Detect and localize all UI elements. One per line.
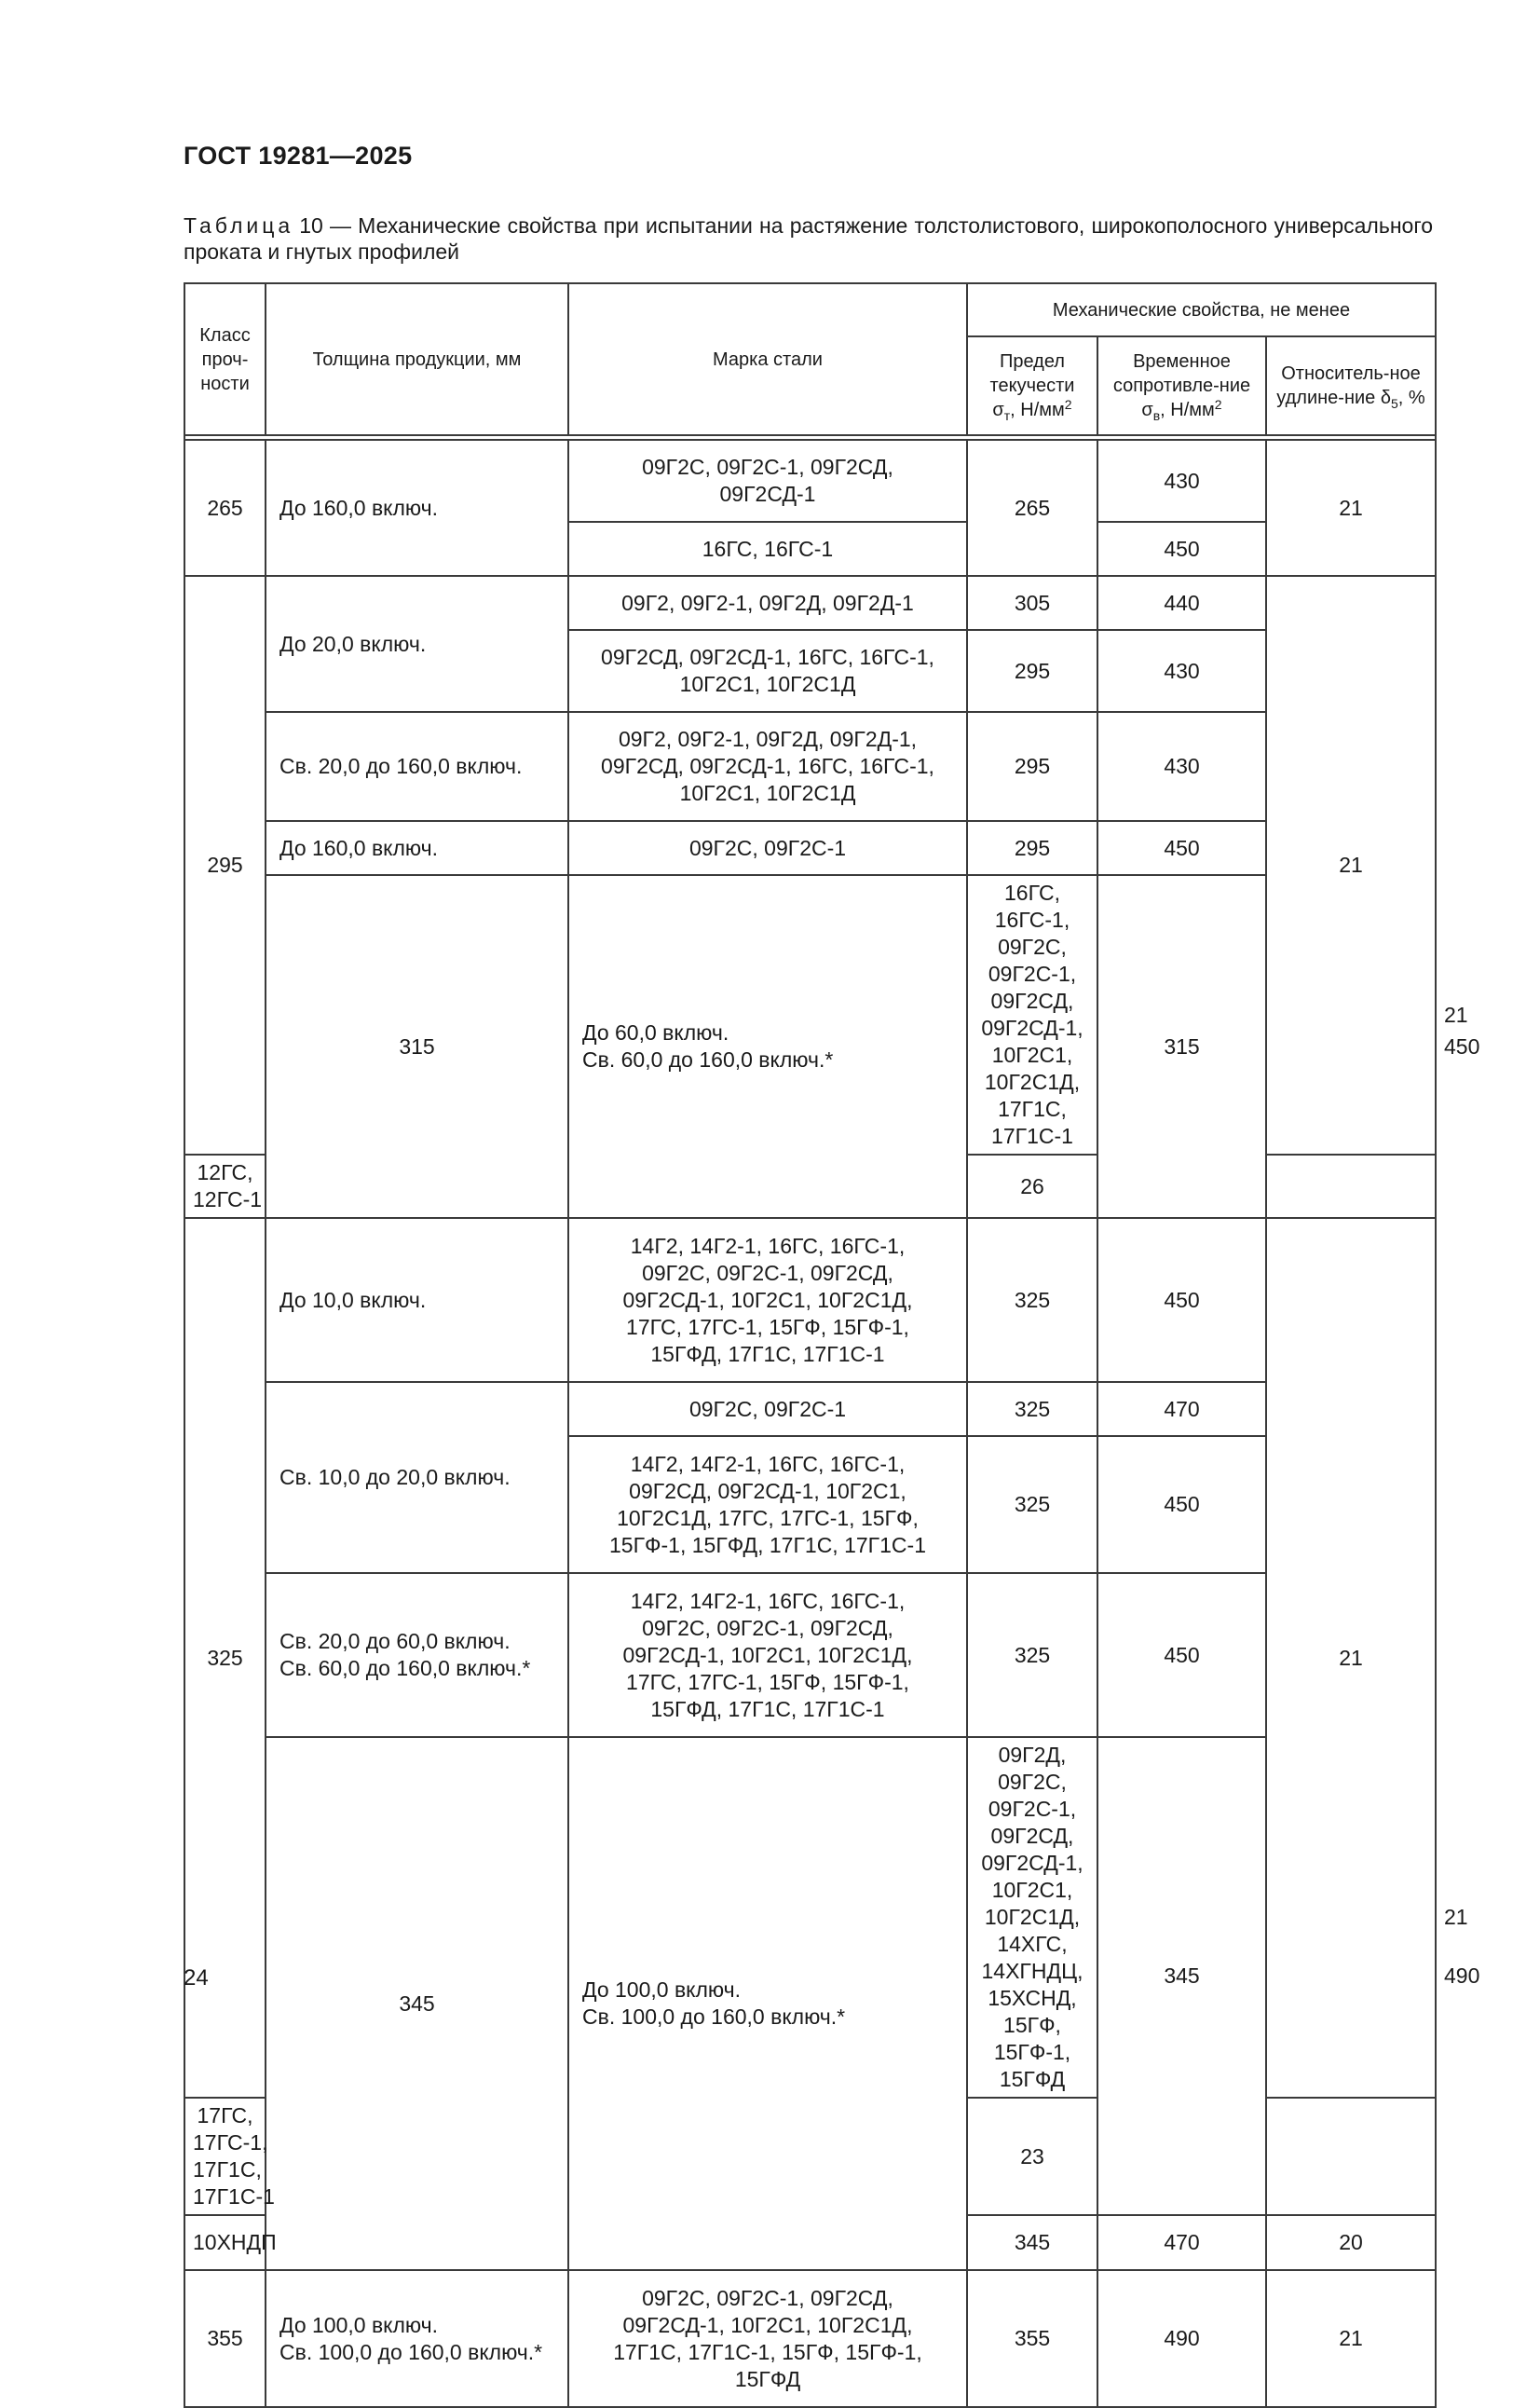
table-cell: Св. 10,0 до 20,0 включ.: [266, 1382, 568, 1573]
table-cell: 21: [1266, 1218, 1436, 2098]
table-cell: 325: [184, 1218, 266, 2098]
table-cell: 20: [1266, 2215, 1436, 2270]
table-cell: 440: [1097, 576, 1266, 630]
table-cell: 09Г2С, 09Г2С-1, 09Г2СД, 09Г2СД-1, 10Г2С1, 10Г2С1Д, 17Г1С, 17Г1С-1, 15ГФ, 15ГФ-1, 15ГФД: [568, 2270, 967, 2407]
table-cell: 295: [967, 630, 1097, 712]
table-cell: 450: [1097, 821, 1266, 875]
col-header-class: Класс проч-ности: [184, 283, 266, 435]
table-cell: 325: [967, 1382, 1097, 1436]
table-cell: Св. 20,0 до 160,0 включ.: [266, 712, 568, 821]
table-cell: 17ГС, 17ГС-1, 17Г1С, 17Г1С-1: [184, 2098, 266, 2215]
table-cell: 12ГС, 12ГС-1: [184, 1155, 266, 1218]
table-cell: 315: [1097, 875, 1266, 1218]
table-cell: 265: [184, 440, 266, 576]
table-cell: 315: [266, 875, 568, 1218]
table-row: 345 До 100,0 включ. Св. 100,0 до 160,0 включ.* 09Г2Д, 09Г2С, 09Г2С-1, 09Г2СД, 09Г2СД-1, 10Г2С1, 10Г2С1Д, 14ХГС, 14ХГНДЦ, 15ХСНД, 15ГФ, 15ГФ-1, 15ГФД 345 490 21: [184, 1737, 1436, 2098]
table-cell: До 160,0 включ.: [266, 821, 568, 875]
table-cell: 325: [967, 1436, 1097, 1573]
tensile-unit: , Н/мм: [1160, 400, 1215, 420]
table-cell: 09Г2, 09Г2-1, 09Г2Д, 09Г2Д-1: [568, 576, 967, 630]
table-cell: 345: [967, 2215, 1097, 2270]
table-cell: 430: [1097, 440, 1266, 522]
col-header-yield: [967, 336, 1097, 435]
table-cell: До 10,0 включ.: [266, 1218, 568, 1382]
yield-label: Предел текучести: [989, 351, 1075, 396]
table-cell: 490: [1097, 2270, 1266, 2407]
table-cell: 355: [967, 2270, 1097, 2407]
elongation-unit: , %: [1397, 388, 1425, 408]
table-cell: До 160,0 включ.: [266, 440, 568, 576]
tensile-sup: 2: [1214, 397, 1222, 412]
yield-sub: т: [1003, 408, 1011, 423]
table-cell: 470: [1097, 2215, 1266, 2270]
table-row: [184, 440, 1436, 522]
table-row: [184, 1218, 1436, 1382]
col-header-elongation: [1266, 336, 1436, 435]
table-caption-text: 10 — Механические свойства при испытании на растяжение толстолистового, широкополосного универсального проката и гнутых профилей: [184, 213, 1433, 264]
table-cell: 23: [967, 2098, 1097, 2215]
table-cell: 21: [1266, 440, 1436, 576]
table-cell: 16ГС, 16ГС-1: [568, 522, 967, 576]
table-cell: 16ГС, 16ГС-1, 09Г2С, 09Г2С-1, 09Г2СД, 09Г2СД-1, 10Г2С1, 10Г2С1Д, 17Г1С, 17Г1С-1: [967, 875, 1097, 1155]
yield-symbol: σ: [992, 400, 1004, 420]
table-cell: 09Г2С, 09Г2С-1: [568, 1382, 967, 1436]
table-cell: 26: [967, 1155, 1097, 1218]
col-header-mech-group: Механические свойства, не менее: [967, 283, 1436, 336]
table-cell: 21: [1266, 576, 1436, 1155]
col-header-tensile: [1097, 336, 1266, 435]
table-cell: 09Г2Д, 09Г2С, 09Г2С-1, 09Г2СД, 09Г2СД-1, 10Г2С1, 10Г2С1Д, 14ХГС, 14ХГНДЦ, 15ХСНД, 15ГФ, 15ГФ-1, 15ГФД: [967, 1737, 1097, 2098]
col-header-grade: Марка стали: [568, 283, 967, 435]
table-cell: 21: [1266, 2270, 1436, 2407]
table-cell: 09Г2С, 09Г2С-1: [568, 821, 967, 875]
table-cell: 09Г2, 09Г2-1, 09Г2Д, 09Г2Д-1, 09Г2СД, 09Г2СД-1, 16ГС, 16ГС-1, 10Г2С1, 10Г2С1Д: [568, 712, 967, 821]
table-cell: Св. 20,0 до 60,0 включ. Св. 60,0 до 160,0 включ.*: [266, 1573, 568, 1737]
table-cell: 450: [1097, 522, 1266, 576]
table-cell: До 100,0 включ. Св. 100,0 до 160,0 включ.*: [266, 2270, 568, 2407]
table-cell: 450: [1097, 1218, 1266, 1382]
table-row: [184, 1382, 1436, 1436]
elongation-label: Относитель-ное удлине-ние: [1276, 363, 1421, 408]
tensile-label: Временное сопротивле-ние: [1112, 351, 1251, 396]
col-header-thickness: Толщина продукции, мм: [266, 283, 568, 435]
table-row: [184, 576, 1436, 630]
mechanical-properties-table: [184, 282, 1480, 2408]
table-cell: 450: [1097, 1436, 1266, 1573]
elongation-sub: 5: [1391, 396, 1398, 411]
table-caption-label: Таблица: [184, 213, 294, 238]
table-cell: 470: [1097, 1382, 1266, 1436]
table-cell: 325: [967, 1218, 1097, 1382]
table-cell: 14Г2, 14Г2-1, 16ГС, 16ГС-1, 09Г2С, 09Г2С-1, 09Г2СД, 09Г2СД-1, 10Г2С1, 10Г2С1Д, 17ГС, 17ГС-1, 15ГФ, 15ГФ-1, 15ГФД, 17Г1С, 17Г1С-1: [568, 1218, 967, 1382]
document-id: ГОСТ 19281—2025: [184, 142, 413, 170]
table-cell: 305: [967, 576, 1097, 630]
table-cell: 355: [184, 2270, 266, 2407]
table-row: [184, 2270, 1436, 2407]
table-cell: 14Г2, 14Г2-1, 16ГС, 16ГС-1, 09Г2СД, 09Г2СД-1, 10Г2С1, 10Г2С1Д, 17ГС, 17ГС-1, 15ГФ, 15ГФ-1, 15ГФД, 17Г1С, 17Г1С-1: [568, 1436, 967, 1573]
table-cell: 295: [967, 712, 1097, 821]
table-cell: 295: [967, 821, 1097, 875]
yield-sup: 2: [1064, 397, 1072, 412]
elongation-symbol: δ: [1380, 388, 1391, 408]
table-body: [184, 440, 1480, 2407]
tensile-symbol: σ: [1141, 400, 1153, 420]
table-cell: До 60,0 включ. Св. 60,0 до 160,0 включ.*: [568, 875, 967, 1218]
table-row: [184, 1573, 1436, 1737]
table-cell: 09Г2СД, 09Г2СД-1, 16ГС, 16ГС-1, 10Г2С1, 10Г2С1Д: [568, 630, 967, 712]
tensile-sub: в: [1152, 408, 1161, 423]
table-cell: 430: [1097, 712, 1266, 821]
table-cell: 10ХНДП: [184, 2215, 266, 2270]
yield-unit: , Н/мм: [1010, 400, 1065, 420]
table-header: [184, 283, 1436, 440]
table-row: [184, 821, 1436, 875]
table-cell: 325: [967, 1573, 1097, 1737]
table-row: 315 До 60,0 включ. Св. 60,0 до 160,0 включ.* 16ГС, 16ГС-1, 09Г2С, 09Г2С-1, 09Г2СД, 09Г2СД-1, 10Г2С1, 10Г2С1Д, 17Г1С, 17Г1С-1 315 450 21: [184, 875, 1436, 1155]
table-cell: 295: [184, 576, 266, 1155]
table-cell: 450: [1097, 1573, 1266, 1737]
table-cell: 430: [1097, 630, 1266, 712]
table-cell: 345: [266, 1737, 568, 2270]
page-number: 24: [184, 1965, 209, 1991]
table-row: [184, 712, 1436, 821]
table-cell: 345: [1097, 1737, 1266, 2215]
table-cell: 14Г2, 14Г2-1, 16ГС, 16ГС-1, 09Г2С, 09Г2С-1, 09Г2СД, 09Г2СД-1, 10Г2С1, 10Г2С1Д, 17ГС, 17ГС-1, 15ГФ, 15ГФ-1, 15ГФД, 17Г1С, 17Г1С-1: [568, 1573, 967, 1737]
table-cell: До 20,0 включ.: [266, 576, 568, 712]
table-cell: До 100,0 включ. Св. 100,0 до 160,0 включ.*: [568, 1737, 967, 2270]
table-caption: [184, 212, 1433, 265]
table-cell: 265: [967, 440, 1097, 576]
table-cell: 09Г2С, 09Г2С-1, 09Г2СД, 09Г2СД-1: [568, 440, 967, 522]
